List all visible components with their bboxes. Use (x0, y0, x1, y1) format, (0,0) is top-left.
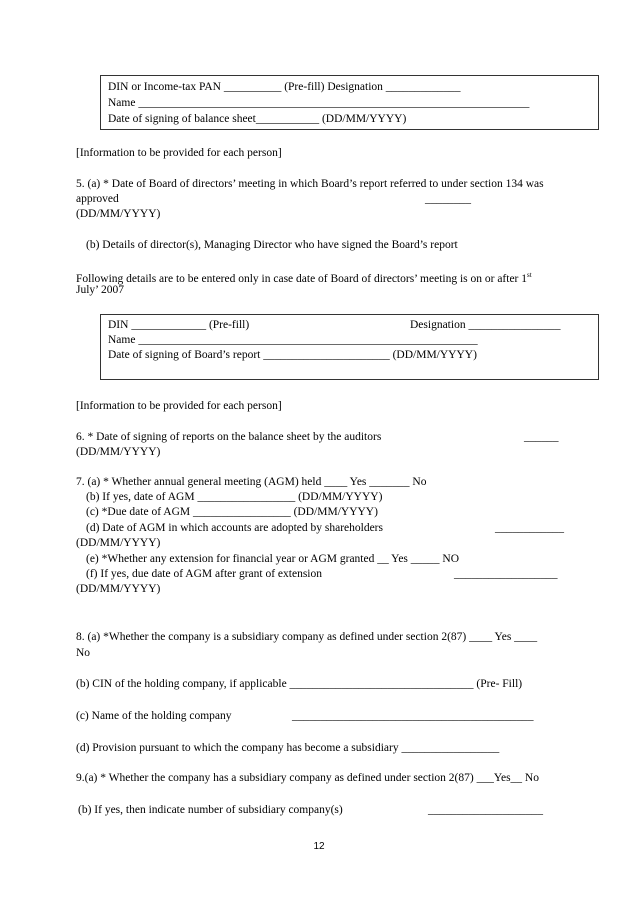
q7f-date-format: (DD/MM/YYYY) (76, 583, 161, 595)
q8d-line: (d) Provision pursuant to which the company has become a subsidiary _________________ (76, 742, 500, 754)
q9b-blank: ____________________ (428, 804, 543, 816)
q6-date-blank: ______ (524, 431, 559, 443)
following-note-line2: July’ 2007 (76, 284, 125, 296)
q6-date-format: (DD/MM/YYYY) (76, 446, 161, 458)
q5a-date-blank: ________ (425, 193, 471, 205)
q7f-line: (f) If yes, due date of AGM after grant of extension (86, 568, 322, 580)
q7c-line: (c) *Due date of AGM _________________ (DD/MM/YYYY) (86, 506, 378, 518)
q7e-line: (e) *Whether any extension for financial year or AGM granted __ Yes _____ NO (86, 553, 460, 565)
q8c-blank: __________________________________________ (292, 710, 534, 722)
box1-din-pan-line: DIN or Income-tax PAN __________ (Pre-fill) Designation _____________ (108, 81, 461, 93)
q5a-approved-label: approved (76, 193, 119, 205)
box1-date-line: Date of signing of balance sheet___________ (DD/MM/YYYY) (108, 113, 407, 125)
q8a-line1: 8. (a) *Whether the company is a subsidiary company as defined under section 2(87) ____ Yes ____ (76, 631, 538, 643)
q7d-date-blank: ____________ (495, 522, 564, 534)
q7b-line: (b) If yes, date of AGM _________________ (DD/MM/YYYY) (86, 491, 383, 503)
info-note-1: [Information to be provided for each person] (76, 147, 282, 159)
q8b-line: (b) CIN of the holding company, if applicable ________________________________ (Pre- Fill) (76, 678, 523, 690)
following-note-line1: Following details are to be entered only in case date of Board of directors’ meeting is on or after 1st (76, 271, 532, 285)
q7d-date-format: (DD/MM/YYYY) (76, 537, 161, 549)
box2-name-line: Name ___________________________________________________________ (108, 334, 478, 346)
box2-date-line: Date of signing of Board’s report ______________________ (DD/MM/YYYY) (108, 349, 477, 361)
q8a-line2: No (76, 647, 91, 659)
q5a-line1: 5. (a) * Date of Board of directors’ meeting in which Board’s report referred to under section 134 was (76, 178, 544, 190)
q7a-line: 7. (a) * Whether annual general meeting (AGM) held ____ Yes _______ No (76, 476, 427, 488)
box1-name-line: Name ____________________________________________________________________ (108, 97, 530, 109)
page-number: 12 (313, 841, 325, 852)
info-note-2: [Information to be provided for each person] (76, 400, 282, 412)
q7d-line: (d) Date of AGM in which accounts are adopted by shareholders (86, 522, 383, 534)
q6-line1: 6. * Date of signing of reports on the balance sheet by the auditors (76, 431, 382, 443)
q8c-label: (c) Name of the holding company (76, 710, 232, 722)
q7f-date-blank: __________________ (454, 568, 558, 580)
box2-designation-line: Designation ________________ (410, 319, 561, 331)
box2-din-line: DIN _____________ (Pre-fill) (108, 319, 250, 331)
q5a-date-format: (DD/MM/YYYY) (76, 208, 161, 220)
q5b-line: (b) Details of director(s), Managing Director who have signed the Board’s report (86, 239, 458, 251)
q9b-line: (b) If yes, then indicate number of subsidiary company(s) (78, 804, 343, 816)
q9a-line: 9.(a) * Whether the company has a subsidiary company as defined under section 2(87) ___Yes__ No (76, 772, 539, 784)
